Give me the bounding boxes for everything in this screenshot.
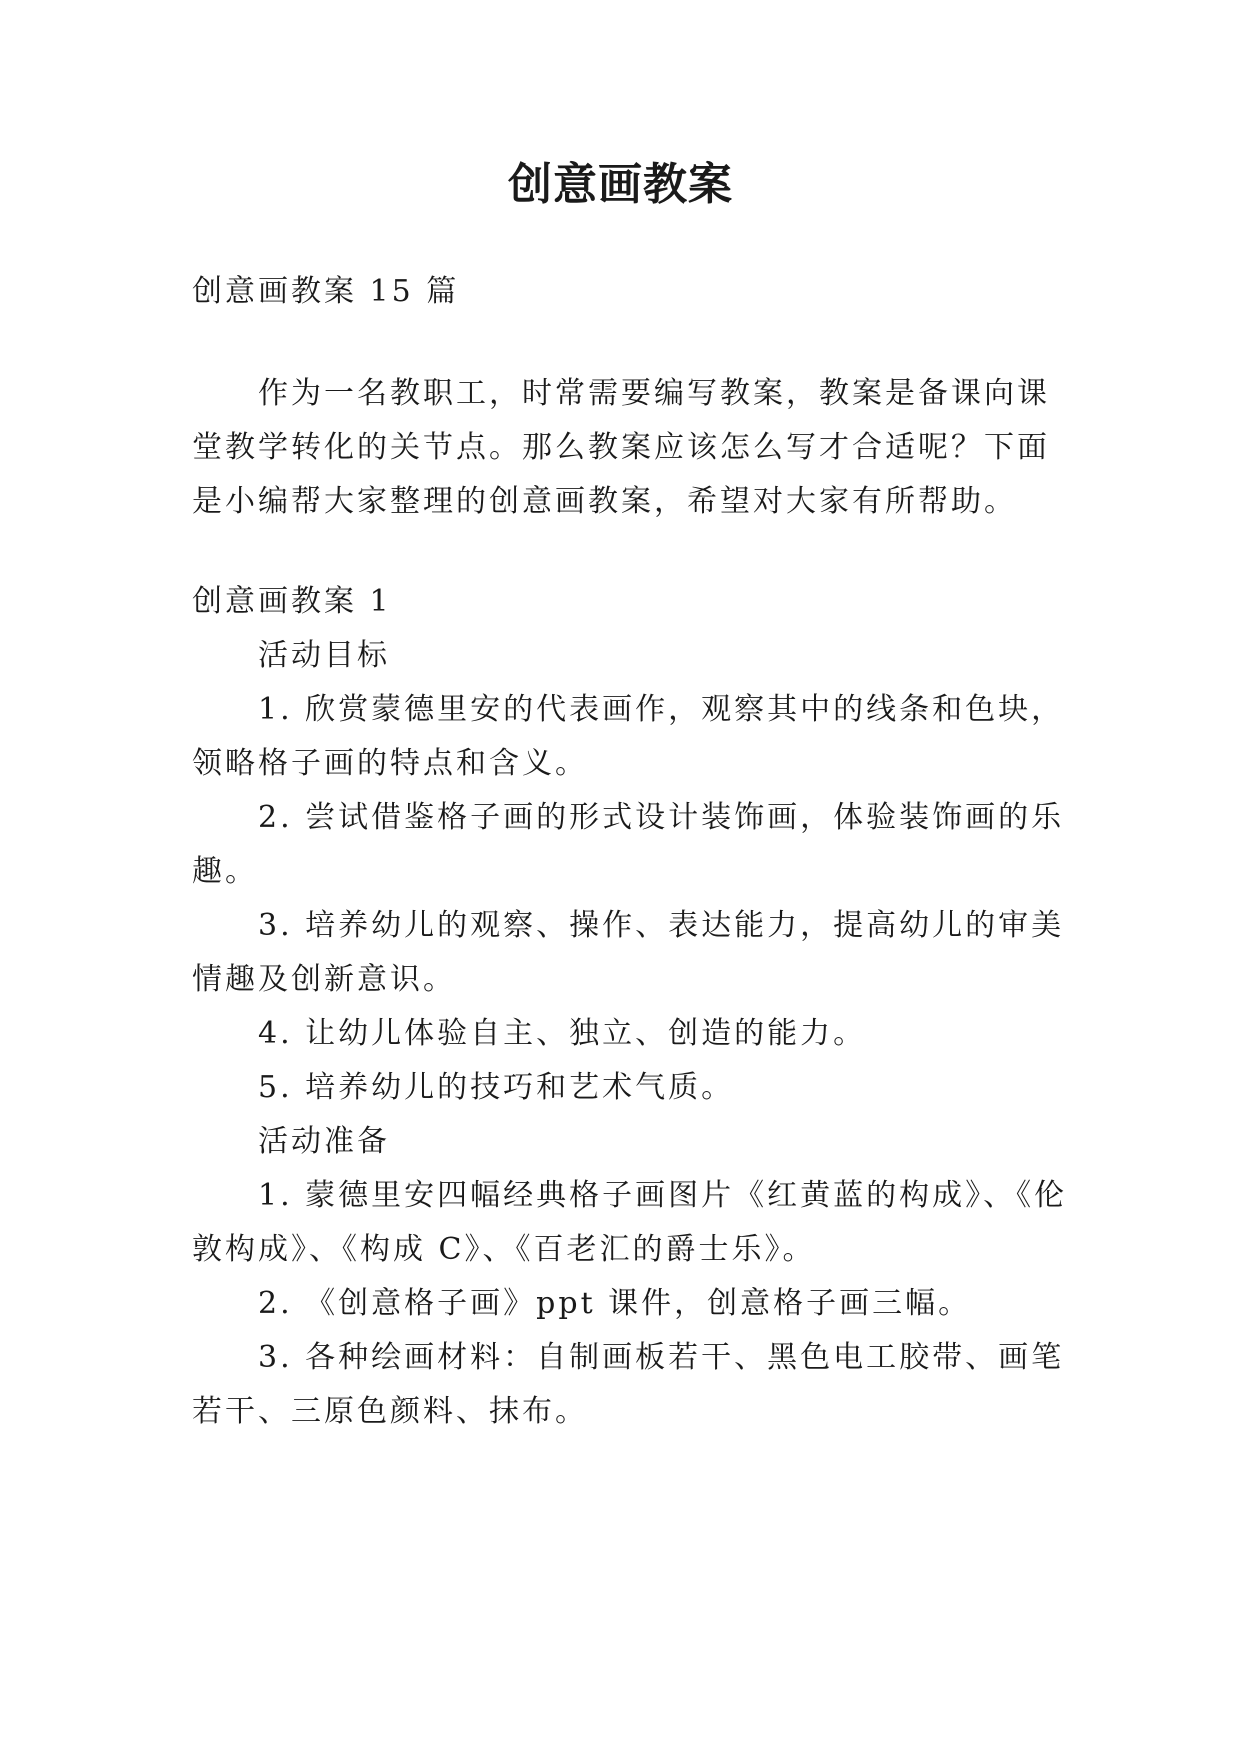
intro-line-1: 作为一名教职工，时常需要编写教案，教案是备课向课	[258, 376, 1050, 411]
intro-line-2: 堂教学转化的关节点。那么教案应该怎么写才合适呢？下面	[192, 430, 1050, 465]
prep-1-line-1: 1. 蒙德里安四幅经典格子画图片《红黄蓝的构成》、《伦	[258, 1178, 1068, 1213]
goal-3-line-1: 3. 培养幼儿的观察、操作、表达能力，提高幼儿的审美	[258, 908, 1065, 943]
goals-heading: 活动目标	[258, 638, 390, 673]
goal-5: 5. 培养幼儿的技巧和艺术气质。	[258, 1070, 735, 1105]
prep-2: 2. 《创意格子画》ppt 课件，创意格子画三幅。	[258, 1286, 972, 1321]
prep-3-line-1: 3. 各种绘画材料：自制画板若干、黑色电工胶带、画笔	[258, 1340, 1065, 1375]
goal-4: 4. 让幼儿体验自主、独立、创造的能力。	[258, 1016, 867, 1051]
document-title: 创意画教案	[508, 159, 733, 210]
intro-line-3: 是小编帮大家整理的创意画教案，希望对大家有所帮助。	[192, 484, 1017, 519]
goal-1-line-2: 领略格子画的特点和含义。	[192, 746, 588, 781]
goal-2-line-1: 2. 尝试借鉴格子画的形式设计装饰画，体验装饰画的乐	[258, 800, 1065, 835]
prep-1-line-2: 敦构成》、《构成 C》、《百老汇的爵士乐》。	[192, 1232, 816, 1267]
prep-heading: 活动准备	[258, 1124, 390, 1159]
subtitle: 创意画教案 15 篇	[192, 274, 460, 309]
goal-3-line-2: 情趣及创新意识。	[192, 962, 456, 997]
goal-1-line-1: 1. 欣赏蒙德里安的代表画作，观察其中的线条和色块，	[258, 692, 1065, 727]
goal-2-line-2: 趣。	[192, 854, 258, 889]
prep-3-line-2: 若干、三原色颜料、抹布。	[192, 1394, 588, 1429]
section-heading: 创意画教案 1	[192, 584, 392, 619]
